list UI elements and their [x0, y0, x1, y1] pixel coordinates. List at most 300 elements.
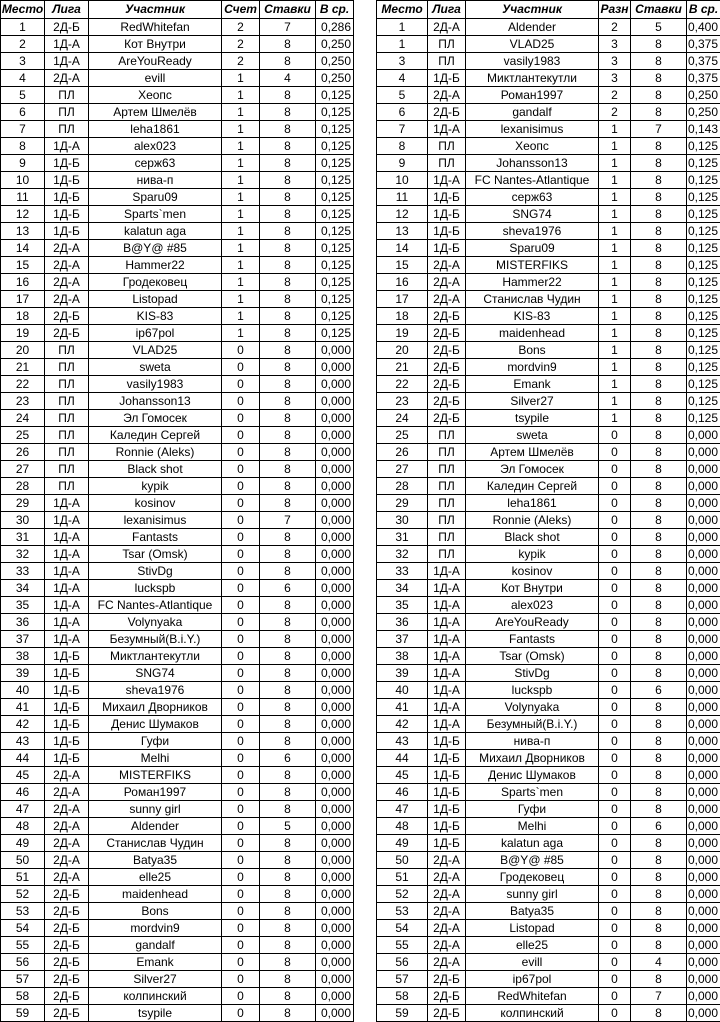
score-table-body	[1, 19, 354, 1022]
cell-participant: B@Y@ #85	[466, 852, 599, 869]
cell-score: 0	[222, 648, 260, 665]
cell-participant: Melhi	[89, 750, 222, 767]
cell-league: 2Д-Б	[428, 393, 466, 410]
cell-participant: kypik	[89, 478, 222, 495]
cell-place: 20	[377, 342, 428, 359]
cell-participant: Гуфи	[89, 733, 222, 750]
cell-bets: 8	[260, 155, 316, 172]
cell-league: 2Д-Б	[428, 104, 466, 121]
cell-league: ПЛ	[45, 478, 89, 495]
cell-place: 40	[377, 682, 428, 699]
cell-bets: 8	[260, 240, 316, 257]
cell-bets: 8	[260, 886, 316, 903]
cell-place: 14	[1, 240, 45, 257]
cell-place: 59	[377, 1005, 428, 1022]
table-row	[377, 257, 720, 274]
table-row	[377, 801, 720, 818]
cell-league: 1Д-Б	[45, 189, 89, 206]
cell-score: 0	[222, 971, 260, 988]
cell-average: 0,125	[687, 206, 720, 223]
cell-bets: 8	[631, 308, 687, 325]
cell-average: 0,000	[687, 903, 720, 920]
cell-bets: 6	[260, 750, 316, 767]
cell-league: 1Д-Б	[428, 206, 466, 223]
cell-score: 2	[222, 36, 260, 53]
cell-bets: 8	[260, 291, 316, 308]
cell-bets: 8	[631, 733, 687, 750]
cell-average: 0,000	[687, 512, 720, 529]
cell-difference: 3	[599, 36, 631, 53]
cell-league: ПЛ	[428, 427, 466, 444]
table-row	[1, 53, 354, 70]
table-row	[1, 767, 354, 784]
table-row	[1, 206, 354, 223]
cell-place: 31	[377, 529, 428, 546]
cell-average: 0,000	[316, 444, 354, 461]
cell-participant: maidenhead	[466, 325, 599, 342]
cell-participant: нива-п	[89, 172, 222, 189]
cell-participant: FC Nantes-Atlantique	[89, 597, 222, 614]
cell-average: 0,000	[687, 750, 720, 767]
cell-place: 23	[377, 393, 428, 410]
cell-difference: 0	[599, 529, 631, 546]
cell-bets: 8	[260, 172, 316, 189]
cell-score: 2	[222, 53, 260, 70]
cell-place: 20	[1, 342, 45, 359]
cell-average: 0,125	[316, 325, 354, 342]
cell-league: 1Д-Б	[45, 716, 89, 733]
cell-score: 0	[222, 444, 260, 461]
cell-participant: Гродековец	[466, 869, 599, 886]
cell-difference: 1	[599, 325, 631, 342]
cell-league: 2Д-Б	[428, 376, 466, 393]
cell-league: 2Д-А	[45, 274, 89, 291]
cell-league: 1Д-А	[45, 546, 89, 563]
cell-difference: 0	[599, 699, 631, 716]
cell-place: 37	[377, 631, 428, 648]
cell-bets: 8	[631, 597, 687, 614]
cell-bets: 8	[260, 444, 316, 461]
cell-place: 2	[1, 36, 45, 53]
cell-participant: MISTERFIKS	[89, 767, 222, 784]
cell-league: 2Д-Б	[45, 988, 89, 1005]
cell-place: 16	[377, 274, 428, 291]
cell-place: 42	[377, 716, 428, 733]
cell-bets: 8	[631, 852, 687, 869]
cell-league: 1Д-А	[428, 648, 466, 665]
cell-average: 0,125	[687, 291, 720, 308]
cell-average: 0,000	[687, 971, 720, 988]
cell-place: 15	[377, 257, 428, 274]
cell-score: 0	[222, 699, 260, 716]
cell-difference: 0	[599, 716, 631, 733]
col-header-bets: Ставки	[631, 1, 687, 19]
cell-place: 39	[1, 665, 45, 682]
cell-average: 0,125	[316, 155, 354, 172]
cell-league: ПЛ	[428, 495, 466, 512]
cell-score: 0	[222, 393, 260, 410]
col-header-league: Лига	[428, 1, 466, 19]
cell-place: 26	[377, 444, 428, 461]
cell-difference: 0	[599, 444, 631, 461]
cell-average: 0,000	[316, 665, 354, 682]
cell-league: 2Д-А	[428, 920, 466, 937]
cell-bets: 8	[260, 597, 316, 614]
table-row	[377, 308, 720, 325]
cell-place: 7	[1, 121, 45, 138]
table-row	[1, 257, 354, 274]
table-row	[377, 750, 720, 767]
table-row	[377, 461, 720, 478]
table-row	[377, 427, 720, 444]
cell-participant: StivDg	[466, 665, 599, 682]
col-header-average: В ср.	[316, 1, 354, 19]
cell-average: 0,000	[687, 1005, 720, 1022]
cell-bets: 8	[260, 53, 316, 70]
cell-place: 14	[377, 240, 428, 257]
table-row	[377, 274, 720, 291]
table-row	[377, 376, 720, 393]
cell-difference: 0	[599, 988, 631, 1005]
cell-participant: Артем Шмелёв	[89, 104, 222, 121]
cell-place: 30	[1, 512, 45, 529]
cell-place: 31	[1, 529, 45, 546]
cell-bets: 8	[260, 1005, 316, 1022]
cell-participant: lexanisimus	[466, 121, 599, 138]
cell-league: 1Д-Б	[428, 189, 466, 206]
cell-participant: vasily1983	[466, 53, 599, 70]
cell-bets: 8	[260, 308, 316, 325]
cell-place: 53	[1, 903, 45, 920]
cell-score: 1	[222, 104, 260, 121]
cell-score: 0	[222, 903, 260, 920]
cell-average: 0,000	[316, 801, 354, 818]
cell-place: 54	[377, 920, 428, 937]
cell-league: 1Д-Б	[428, 223, 466, 240]
cell-participant: sweta	[466, 427, 599, 444]
cell-league: 2Д-Б	[428, 308, 466, 325]
cell-place: 55	[377, 937, 428, 954]
cell-league: 1Д-А	[428, 665, 466, 682]
cell-place: 23	[1, 393, 45, 410]
cell-participant: sheva1976	[466, 223, 599, 240]
table-row	[377, 223, 720, 240]
cell-league: 1Д-Б	[45, 223, 89, 240]
cell-average: 0,000	[316, 920, 354, 937]
table-row	[377, 189, 720, 206]
cell-difference: 0	[599, 614, 631, 631]
table-row	[1, 937, 354, 954]
col-header-participant: Участник	[89, 1, 222, 19]
table-row	[1, 342, 354, 359]
cell-place: 49	[1, 835, 45, 852]
cell-participant: Silver27	[466, 393, 599, 410]
cell-score: 0	[222, 563, 260, 580]
cell-league: 1Д-Б	[45, 155, 89, 172]
cell-average: 0,143	[687, 121, 720, 138]
table-row	[377, 937, 720, 954]
cell-score: 1	[222, 325, 260, 342]
table-row	[377, 614, 720, 631]
cell-participant: Fantasts	[466, 631, 599, 648]
cell-average: 0,125	[316, 87, 354, 104]
cell-average: 0,125	[687, 393, 720, 410]
cell-place: 57	[377, 971, 428, 988]
cell-difference: 0	[599, 631, 631, 648]
cell-average: 0,125	[316, 189, 354, 206]
cell-league: 1Д-А	[45, 138, 89, 155]
cell-participant: mordvin9	[89, 920, 222, 937]
cell-place: 24	[1, 410, 45, 427]
cell-participant: tsypile	[89, 1005, 222, 1022]
table-row	[1, 87, 354, 104]
cell-difference: 0	[599, 920, 631, 937]
table-row	[1, 614, 354, 631]
cell-difference: 0	[599, 682, 631, 699]
cell-place: 37	[1, 631, 45, 648]
cell-bets: 8	[631, 87, 687, 104]
cell-bets: 8	[260, 410, 316, 427]
cell-place: 50	[1, 852, 45, 869]
cell-place: 48	[377, 818, 428, 835]
cell-participant: sunny girl	[89, 801, 222, 818]
cell-place: 30	[377, 512, 428, 529]
cell-participant: sweta	[89, 359, 222, 376]
cell-place: 47	[1, 801, 45, 818]
cell-difference: 1	[599, 257, 631, 274]
cell-difference: 0	[599, 886, 631, 903]
cell-league: 1Д-Б	[428, 240, 466, 257]
table-row	[1, 325, 354, 342]
cell-participant: FC Nantes-Atlantique	[466, 172, 599, 189]
cell-difference: 0	[599, 546, 631, 563]
cell-average: 0,000	[316, 546, 354, 563]
cell-bets: 8	[260, 325, 316, 342]
cell-place: 57	[1, 971, 45, 988]
cell-league: 2Д-А	[428, 937, 466, 954]
cell-participant: Ronnie (Aleks)	[466, 512, 599, 529]
cell-average: 0,000	[316, 767, 354, 784]
cell-participant: SNG74	[466, 206, 599, 223]
cell-score: 1	[222, 155, 260, 172]
cell-bets: 8	[631, 767, 687, 784]
cell-league: 2Д-Б	[428, 359, 466, 376]
cell-participant: Johansson13	[466, 155, 599, 172]
cell-place: 43	[1, 733, 45, 750]
cell-participant: luckspb	[466, 682, 599, 699]
cell-bets: 8	[631, 835, 687, 852]
table-row	[1, 274, 354, 291]
cell-bets: 8	[631, 172, 687, 189]
cell-difference: 3	[599, 53, 631, 70]
cell-place: 1	[1, 19, 45, 36]
cell-bets: 8	[631, 53, 687, 70]
cell-place: 46	[377, 784, 428, 801]
col-header-participant: Участник	[466, 1, 599, 19]
cell-score: 1	[222, 70, 260, 87]
cell-average: 0,125	[687, 410, 720, 427]
cell-place: 25	[1, 427, 45, 444]
cell-participant: Batya35	[89, 852, 222, 869]
cell-average: 0,375	[687, 53, 720, 70]
cell-score: 0	[222, 988, 260, 1005]
cell-bets: 8	[260, 699, 316, 716]
cell-score: 0	[222, 546, 260, 563]
cell-league: ПЛ	[45, 359, 89, 376]
table-row	[1, 597, 354, 614]
cell-score: 0	[222, 920, 260, 937]
cell-average: 0,000	[687, 699, 720, 716]
cell-place: 45	[377, 767, 428, 784]
cell-difference: 0	[599, 954, 631, 971]
cell-bets: 8	[631, 495, 687, 512]
cell-league: ПЛ	[428, 53, 466, 70]
cell-score: 0	[222, 631, 260, 648]
cell-place: 46	[1, 784, 45, 801]
cell-league: 2Д-Б	[428, 325, 466, 342]
cell-score: 0	[222, 376, 260, 393]
table-row	[377, 852, 720, 869]
cell-place: 16	[1, 274, 45, 291]
cell-average: 0,000	[316, 597, 354, 614]
cell-participant: Ronnie (Aleks)	[89, 444, 222, 461]
cell-place: 17	[1, 291, 45, 308]
table-row	[1, 631, 354, 648]
cell-participant: VLAD25	[466, 36, 599, 53]
cell-bets: 8	[631, 750, 687, 767]
cell-participant: Bons	[89, 903, 222, 920]
cell-average: 0,125	[687, 189, 720, 206]
cell-average: 0,000	[687, 954, 720, 971]
table-row	[1, 138, 354, 155]
cell-league: 2Д-А	[428, 869, 466, 886]
cell-participant: MISTERFIKS	[466, 257, 599, 274]
cell-bets: 8	[260, 342, 316, 359]
cell-bets: 8	[260, 852, 316, 869]
cell-difference: 1	[599, 189, 631, 206]
cell-league: 2Д-А	[45, 257, 89, 274]
cell-average: 0,000	[316, 495, 354, 512]
cell-place: 53	[377, 903, 428, 920]
cell-place: 3	[1, 53, 45, 70]
table-row	[1, 954, 354, 971]
cell-average: 0,000	[316, 376, 354, 393]
cell-participant: Михаил Дворников	[89, 699, 222, 716]
cell-participant: leha1861	[466, 495, 599, 512]
cell-league: ПЛ	[428, 461, 466, 478]
col-header-place: Место	[1, 1, 45, 19]
cell-league: 1Д-А	[428, 682, 466, 699]
cell-average: 0,125	[316, 223, 354, 240]
cell-bets: 7	[631, 988, 687, 1005]
cell-participant: Black shot	[89, 461, 222, 478]
cell-average: 0,000	[316, 342, 354, 359]
cell-participant: leha1861	[89, 121, 222, 138]
cell-score: 0	[222, 478, 260, 495]
cell-bets: 8	[260, 257, 316, 274]
cell-average: 0,000	[316, 869, 354, 886]
cell-bets: 8	[260, 138, 316, 155]
cell-average: 0,000	[316, 410, 354, 427]
cell-bets: 8	[260, 427, 316, 444]
cell-bets: 8	[260, 716, 316, 733]
cell-participant: alex023	[466, 597, 599, 614]
cell-participant: Aldender	[89, 818, 222, 835]
cell-difference: 0	[599, 478, 631, 495]
cell-average: 0,000	[316, 580, 354, 597]
cell-place: 8	[1, 138, 45, 155]
cell-difference: 1	[599, 393, 631, 410]
cell-score: 0	[222, 529, 260, 546]
cell-place: 12	[1, 206, 45, 223]
cell-average: 0,000	[316, 478, 354, 495]
cell-average: 0,000	[316, 903, 354, 920]
cell-league: 2Д-А	[428, 19, 466, 36]
cell-league: 2Д-Б	[428, 1005, 466, 1022]
cell-participant: AreYouReady	[89, 53, 222, 70]
cell-difference: 0	[599, 597, 631, 614]
cell-average: 0,000	[316, 988, 354, 1005]
cell-bets: 8	[631, 801, 687, 818]
table-row	[1, 36, 354, 53]
cell-average: 0,125	[687, 308, 720, 325]
cell-average: 0,000	[316, 614, 354, 631]
cell-participant: Гродековец	[89, 274, 222, 291]
cell-league: 2Д-А	[45, 818, 89, 835]
cell-difference: 0	[599, 971, 631, 988]
header-row	[377, 1, 720, 19]
cell-league: 2Д-А	[428, 257, 466, 274]
cell-league: 1Д-Б	[45, 206, 89, 223]
cell-participant: gandalf	[466, 104, 599, 121]
cell-bets: 7	[260, 19, 316, 36]
cell-average: 0,250	[316, 70, 354, 87]
cell-league: ПЛ	[45, 461, 89, 478]
cell-league: 2Д-Б	[45, 1005, 89, 1022]
table-row	[377, 665, 720, 682]
cell-bets: 8	[260, 359, 316, 376]
cell-league: 1Д-Б	[45, 733, 89, 750]
cell-score: 1	[222, 206, 260, 223]
table-row	[1, 699, 354, 716]
cell-place: 24	[377, 410, 428, 427]
cell-bets: 8	[631, 138, 687, 155]
cell-league: 2Д-А	[45, 801, 89, 818]
cell-participant: Каледин Сергей	[466, 478, 599, 495]
cell-league: 1Д-А	[45, 580, 89, 597]
cell-difference: 0	[599, 512, 631, 529]
cell-league: 1Д-Б	[428, 835, 466, 852]
table-row	[377, 87, 720, 104]
cell-participant: Миктлантекутли	[89, 648, 222, 665]
cell-difference: 0	[599, 733, 631, 750]
cell-place: 19	[1, 325, 45, 342]
cell-difference: 0	[599, 818, 631, 835]
cell-bets: 8	[631, 155, 687, 172]
cell-average: 0,125	[687, 138, 720, 155]
cell-bets: 8	[260, 461, 316, 478]
cell-bets: 8	[260, 767, 316, 784]
cell-bets: 8	[631, 869, 687, 886]
table-row	[377, 971, 720, 988]
cell-participant: Кот Внутри	[89, 36, 222, 53]
cell-bets: 8	[631, 1005, 687, 1022]
table-row	[1, 784, 354, 801]
cell-participant: нива-п	[466, 733, 599, 750]
cell-average: 0,000	[687, 614, 720, 631]
cell-bets: 8	[260, 988, 316, 1005]
cell-league: 1Д-А	[45, 597, 89, 614]
